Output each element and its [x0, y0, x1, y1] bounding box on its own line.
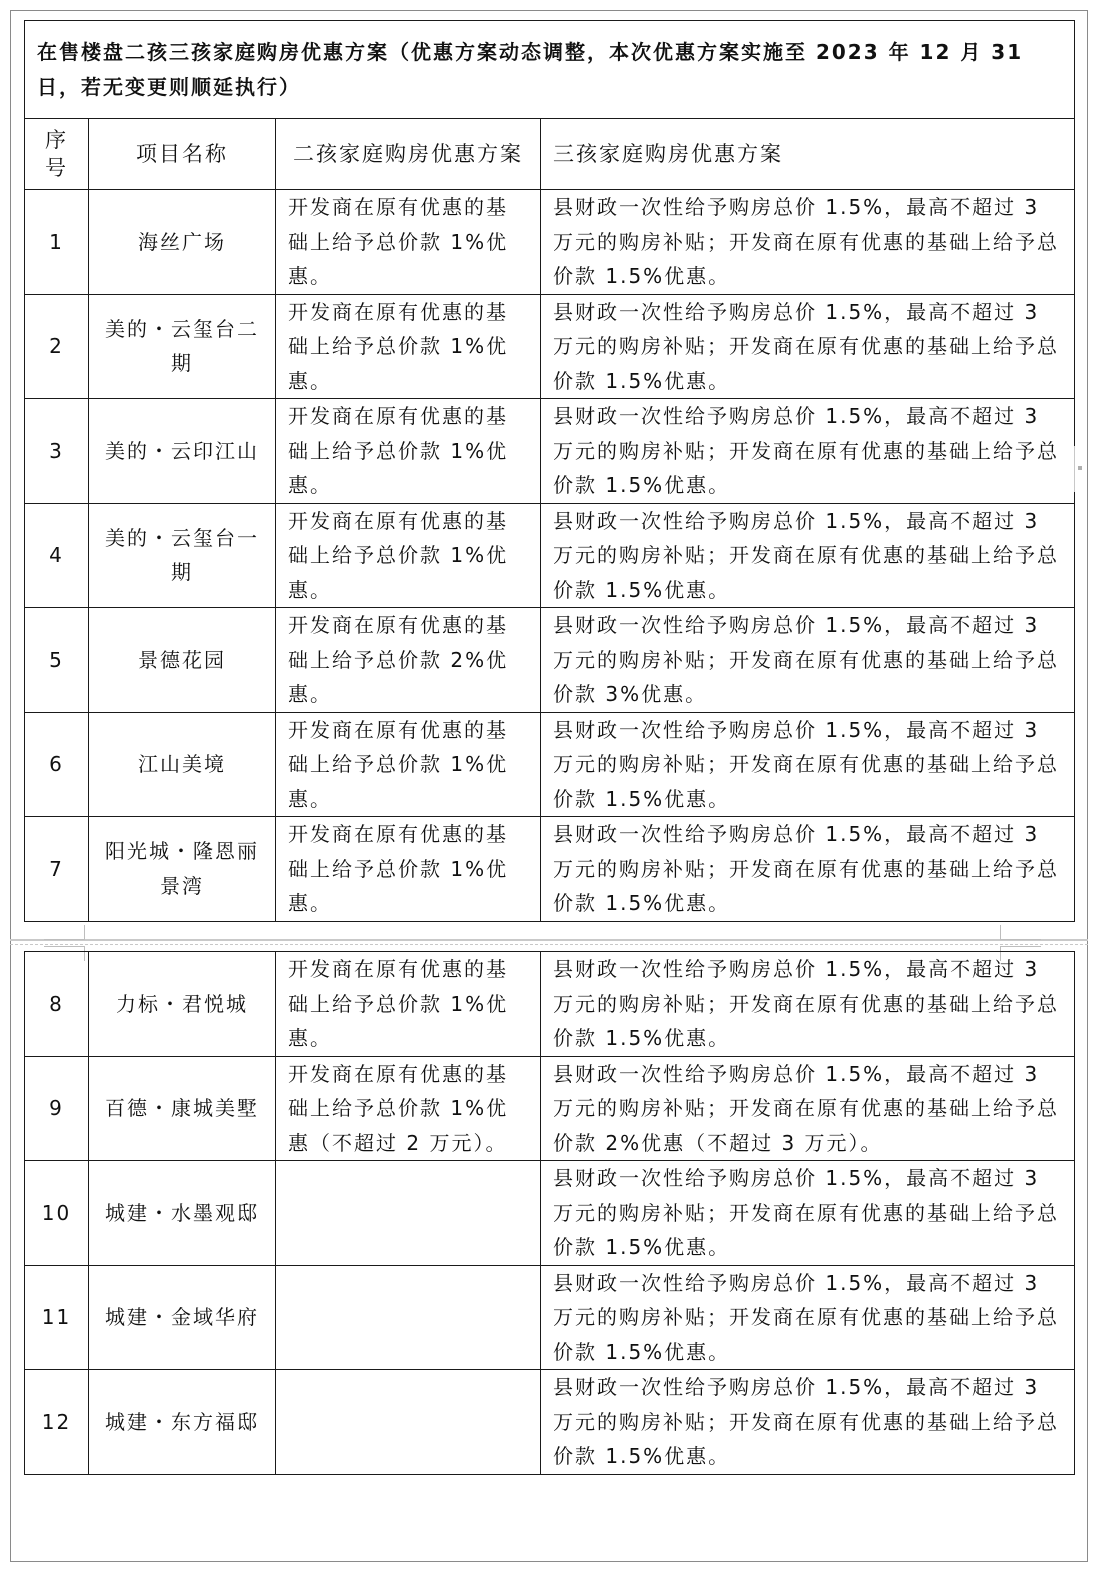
row-second-child-plan: 开发商在原有优惠的基础上给予总价款 1%优惠。 [276, 503, 541, 608]
table-row [25, 294, 1075, 399]
row-num: 10 [25, 1161, 89, 1266]
row-second-child-plan: 开发商在原有优惠的基础上给予总价款 1%优惠。 [276, 817, 541, 922]
row-project-name: 美的・云玺台二期 [89, 294, 276, 399]
row-num: 9 [25, 1056, 89, 1161]
corner-mark [44, 925, 85, 940]
table-row [25, 817, 1075, 922]
row-third-child-plan: 县财政一次性给予购房总价 1.5%，最高不超过 3 万元的购房补贴；开发商在原有优惠的基础上给予总价款 2%优惠（不超过 3 万元）。 [541, 1056, 1075, 1161]
row-third-child-plan: 县财政一次性给予购房总价 1.5%，最高不超过 3 万元的购房补贴；开发商在原有优惠的基础上给予总价款 1.5%优惠。 [541, 399, 1075, 504]
row-second-child-plan [276, 1370, 541, 1475]
header-second-child: 二孩家庭购房优惠方案 [276, 119, 541, 190]
scroll-marker[interactable] [1074, 446, 1085, 492]
row-third-child-plan: 县财政一次性给予购房总价 1.5%，最高不超过 3 万元的购房补贴；开发商在原有优惠的基础上给予总价款 1.5%优惠。 [541, 1161, 1075, 1266]
table-row [25, 1265, 1075, 1370]
discount-table-part-1 [24, 20, 1075, 922]
table-row [25, 1161, 1075, 1266]
table-row [25, 1370, 1075, 1475]
row-second-child-plan [276, 1161, 541, 1266]
row-project-name: 城建・金域华府 [89, 1265, 276, 1370]
row-second-child-plan: 开发商在原有优惠的基础上给予总价款 1%优惠。 [276, 294, 541, 399]
header-num: 序号 [25, 119, 89, 190]
row-project-name: 景德花园 [89, 608, 276, 713]
page-break-line [10, 939, 1088, 941]
row-third-child-plan: 县财政一次性给予购房总价 1.5%，最高不超过 3 万元的购房补贴；开发商在原有优惠的基础上给予总价款 1.5%优惠。 [541, 190, 1075, 295]
row-project-name: 海丝广场 [89, 190, 276, 295]
row-num: 8 [25, 952, 89, 1057]
table-row [25, 503, 1075, 608]
row-num: 12 [25, 1370, 89, 1475]
row-second-child-plan: 开发商在原有优惠的基础上给予总价款 1%优惠。 [276, 952, 541, 1057]
row-third-child-plan: 县财政一次性给予购房总价 1.5%，最高不超过 3 万元的购房补贴；开发商在原有优惠的基础上给予总价款 1.5%优惠。 [541, 294, 1075, 399]
row-num: 6 [25, 712, 89, 817]
header-name: 项目名称 [89, 119, 276, 190]
header-row [25, 119, 1075, 190]
page-break-dash [10, 944, 1088, 945]
row-third-child-plan: 县财政一次性给予购房总价 1.5%，最高不超过 3 万元的购房补贴；开发商在原有优惠的基础上给予总价款 1.5%优惠。 [541, 952, 1075, 1057]
row-second-child-plan: 开发商在原有优惠的基础上给予总价款 1%优惠。 [276, 399, 541, 504]
row-project-name: 百德・康城美墅 [89, 1056, 276, 1161]
row-num: 2 [25, 294, 89, 399]
row-project-name: 阳光城・隆恩丽景湾 [89, 817, 276, 922]
row-num: 1 [25, 190, 89, 295]
table-row [25, 608, 1075, 713]
row-third-child-plan: 县财政一次性给予购房总价 1.5%，最高不超过 3 万元的购房补贴；开发商在原有优惠的基础上给予总价款 1.5%优惠。 [541, 1265, 1075, 1370]
row-project-name: 美的・云玺台一期 [89, 503, 276, 608]
row-second-child-plan: 开发商在原有优惠的基础上给予总价款 1%优惠。 [276, 712, 541, 817]
table-row [25, 712, 1075, 817]
row-third-child-plan: 县财政一次性给予购房总价 1.5%，最高不超过 3 万元的购房补贴；开发商在原有优惠的基础上给予总价款 3%优惠。 [541, 608, 1075, 713]
row-third-child-plan: 县财政一次性给予购房总价 1.5%，最高不超过 3 万元的购房补贴；开发商在原有优惠的基础上给予总价款 1.5%优惠。 [541, 1370, 1075, 1475]
row-second-child-plan [276, 1265, 541, 1370]
row-third-child-plan: 县财政一次性给予购房总价 1.5%，最高不超过 3 万元的购房补贴；开发商在原有优惠的基础上给予总价款 1.5%优惠。 [541, 712, 1075, 817]
row-second-child-plan: 开发商在原有优惠的基础上给予总价款 1%优惠。 [276, 190, 541, 295]
row-num: 5 [25, 608, 89, 713]
row-project-name: 城建・水墨观邸 [89, 1161, 276, 1266]
table-row [25, 952, 1075, 1057]
table-title: 在售楼盘二孩三孩家庭购房优惠方案（优惠方案动态调整，本次优惠方案实施至 2023 年 12 月 31 日，若无变更则顺延执行） [25, 21, 1075, 119]
row-num: 4 [25, 503, 89, 608]
row-project-name: 城建・东方福邸 [89, 1370, 276, 1475]
row-second-child-plan: 开发商在原有优惠的基础上给予总价款 2%优惠。 [276, 608, 541, 713]
header-third-child: 三孩家庭购房优惠方案 [541, 119, 1075, 190]
row-num: 7 [25, 817, 89, 922]
table-row [25, 399, 1075, 504]
row-third-child-plan: 县财政一次性给予购房总价 1.5%，最高不超过 3 万元的购房补贴；开发商在原有优惠的基础上给予总价款 1.5%优惠。 [541, 503, 1075, 608]
row-third-child-plan: 县财政一次性给予购房总价 1.5%，最高不超过 3 万元的购房补贴；开发商在原有优惠的基础上给予总价款 1.5%优惠。 [541, 817, 1075, 922]
row-num: 3 [25, 399, 89, 504]
row-project-name: 美的・云印江山 [89, 399, 276, 504]
row-project-name: 力标・君悦城 [89, 952, 276, 1057]
row-second-child-plan: 开发商在原有优惠的基础上给予总价款 1%优惠（不超过 2 万元）。 [276, 1056, 541, 1161]
discount-table-part-2 [24, 951, 1075, 1475]
table-row [25, 1056, 1075, 1161]
corner-mark [1000, 925, 1041, 940]
table-row [25, 190, 1075, 295]
row-num: 11 [25, 1265, 89, 1370]
row-project-name: 江山美境 [89, 712, 276, 817]
